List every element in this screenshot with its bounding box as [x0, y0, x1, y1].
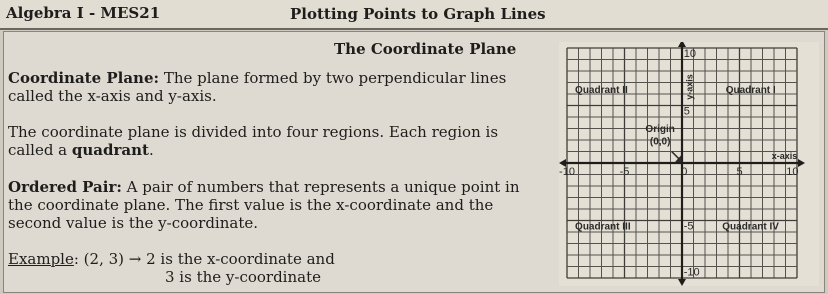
x-tick-10: 10 [786, 166, 799, 179]
x-tick-5: 5 [736, 166, 743, 179]
regions-text: The coordinate plane is divided into four regions. Each region is called a [8, 123, 499, 159]
x-tick-0: 0 [681, 166, 688, 179]
example-line-2: 3 is the y-coordinate [165, 268, 321, 286]
coordinate-plane-paragraph [8, 69, 548, 105]
quadrant-i-label: Quadrant I [725, 84, 776, 96]
coordinate-plane-definition: The plane formed by two perpendicular lines called the x-axis and y-axis. [8, 69, 507, 105]
quadrant-term: quadrant [71, 141, 149, 159]
content-panel [3, 31, 825, 293]
lesson-title: Plotting Points to Graph Lines [290, 5, 546, 23]
y-axis-label: y-axis [684, 74, 695, 100]
x-axis-label: x-axis [771, 150, 798, 161]
y-tick-neg10: -10 [683, 266, 700, 279]
origin-coordinates: (0,0) [649, 136, 671, 148]
y-tick-10: 10 [683, 48, 696, 61]
example-label: Example [8, 250, 74, 268]
quadrant-iii-label: Quadrant III [575, 221, 631, 233]
ordered-pair-paragraph [8, 178, 548, 232]
y-tick-5: 5 [683, 105, 690, 118]
quadrant-iv-label: Quadrant IV [722, 221, 779, 233]
origin-label: Origin [645, 123, 675, 135]
regions-period: . [148, 141, 154, 159]
coordinate-plane-term: Coordinate Plane: [8, 69, 160, 87]
page-header [0, 0, 828, 30]
x-tick-neg10: -10 [559, 166, 575, 179]
x-tick-neg5: -5 [619, 166, 630, 179]
ordered-pair-term: Ordered Pair: [8, 178, 122, 196]
example-line-1: : (2, 3) → 2 is the x-coordinate and [73, 250, 335, 268]
section-title: The Coordinate Plane [334, 40, 517, 58]
ordered-pair-definition: A pair of numbers that represents a unique point in the coordinate plane. The first value is the x-coordinate and the second value is the y-coordinate. [8, 178, 520, 232]
coordinate-plane-graph [559, 42, 819, 286]
quadrant-ii-label: Quadrant II [575, 84, 628, 96]
regions-paragraph [8, 123, 548, 159]
y-tick-neg5: -5 [683, 220, 694, 233]
example-paragraph [8, 250, 548, 286]
course-title: Algebra I - MES21 [6, 4, 161, 22]
